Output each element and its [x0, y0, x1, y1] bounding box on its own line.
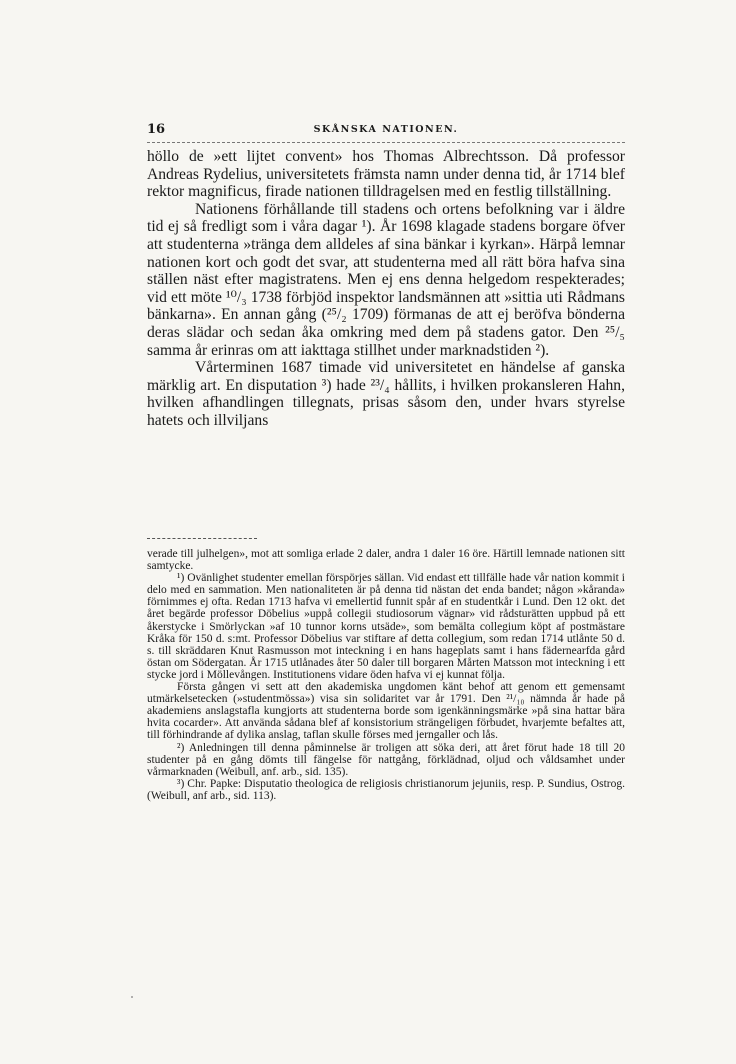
footnote: Första gången vi sett att den akademiska ungdomen känt behof att genom ett gemensamt utmärkelsetecken (»studentmössa») visa sin solidaritet var år 1791. Den ²¹/₁₀ nämnda år hade på akademiens anslagstafla kungjorts att studenterna borde som igenkänningsmärke »på sina hattar bära hvita cocarder». Att använda sådana blef af konsistorium strängeligen förbudet, hvarjemte befaltes att, till förhindrande af dylika anslag, taflan skulle förses med jerngaller och lås. [147, 681, 625, 742]
paragraph: höllo de »ett lijtet convent» hos Thomas Albrechtsson. Då professor Andreas Rydelius, universitetets främsta namn under denna tid, år 1714 blef rektor magnificus, firade nationen tilldragelsen med en festlig tillställning. [147, 148, 625, 201]
main-text [147, 148, 625, 430]
paragraph: Nationens förhållande till stadens och ortens befolkning var i äldre tid ej så fredligt som i våra dagar ¹). År 1698 klagade stadens borgare öfver att studenterna »tränga dem alldeles af sina bänkar i kyrkan». Härpå lemnar nationen kort och godt det svar, att studenterna med all rätt böra hafva sina ställen näst efter magistratens. Men ej ens denna helgedom respekterades; vid ett möte ¹⁰/₃ 1738 förbjöd inspektor landsmännen att »sittia uti Rådmans bänkarna». En annan gång (²⁵/₂ 1709) förmanas de att ej beröfva bönderna deras slädar och sedan åka omkring med dem på stadens gator. Den ²⁵/₅ samma år erinras om att iakttaga stillhet under marknadstiden ²). [147, 200, 625, 359]
page-header [147, 122, 625, 138]
paper-speck [131, 996, 133, 998]
footnote-continuation: verade till julhelgen», mot att somliga erlade 2 daler, andra 1 daler 16 öre. Härtill lemnade nationen sitt samtycke. [147, 548, 625, 573]
footnote: ²) Anledningen till denna påminnelse är troligen att söka deri, att året förut hade 18 till 20 studenter på en gång dömts till fängelse för nattgång, förklädnad, oljud och våldsamhet under vårmarknaden (Weibull, anf. arb., sid. 135). [147, 741, 625, 778]
paragraph: Vårterminen 1687 timade vid universitetet en händelse af ganska märklig art. En disputation ³) hade ²³/₄ hållits, i hvilken prokansleren Hahn, hvilken afhandlingen tillegnats, prisas såsom den, under hvars styrelse hatets och illviljans [147, 359, 625, 429]
footnote: ³) Chr. Papke: Disputatio theologica de religiosis christianorum jejuniis, resp. P. Sundius, Ostrog. (Weibull, anf arb., sid. 113). [147, 777, 625, 802]
footnote: ¹) Ovänlighet studenter emellan förspörjes sällan. Vid endast ett tillfälle hade vår nation kommit i delo med en sammation. Men nationaliteten är på denna tid nästan det enda bandet; någon »kåranda» förnimmes ej ofta. Redan 1713 hafva vi emellertid funnit spår af en studentkår i Lund. Den 12 okt. det året begärde professor Döbelius »uppå collegii studiosorum vägnar» vid rådsturätten uppbud på ett åkerstycke i Smörlyckan »af 10 tunnor korns utsäde», som bemälta collegium köpt af postmästare Kråka för 150 d. s:mt. Professor Döbelius var stiftare af detta collegium, som redan 1714 utlånte 50 d. s. till skräddaren Knut Rasmusson mot inteckning i en hans hageplats samt i hans fädernearfda gård östan om Södergatan. År 1715 utlånades åter 50 daler till borgaren Mårten Matsson mot inteckning i ett stycke jord i Möllevången. Institutionens vidare öden hafva vi ej kunnat följa. [147, 572, 625, 681]
footnote-separator [147, 538, 257, 539]
header-rule [147, 142, 625, 143]
footnotes [147, 548, 625, 802]
page-number: 16 [147, 122, 166, 137]
running-title: SKÅNSKA NATIONEN. [313, 124, 459, 135]
